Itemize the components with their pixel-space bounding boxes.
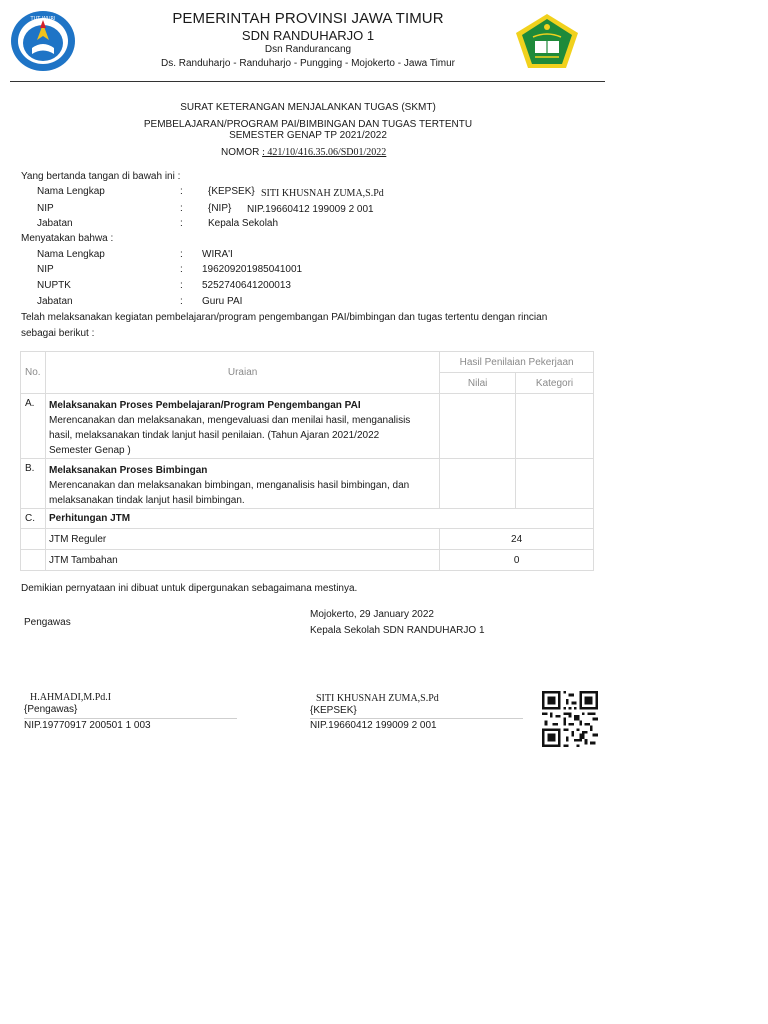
colon: : [180, 249, 183, 260]
row-title: Melaksanakan Proses Bimbingan [48, 465, 208, 476]
statement-line-1: Telah melaksanakan kegiatan pembelajaran/program pengembangan PAI/bimbingan dan tugas tertentu dengan rincian [21, 312, 548, 323]
subject-name-value: WIRA'I [202, 249, 233, 260]
row-kategori [516, 394, 594, 459]
row-title: Melaksanakan Proses Pembelajaran/Program Pengembangan PAI [48, 400, 361, 411]
signer-intro: Yang bertanda tangan di bawah ini : [21, 171, 181, 182]
row-no: B. [21, 459, 46, 509]
subject-nip-value: 196209201985041001 [202, 264, 303, 275]
jtm-tambahan-value: 0 [440, 550, 594, 571]
svg-text:TUT WURI: TUT WURI [30, 16, 56, 22]
subject-intro: Menyatakan bahwa : [21, 233, 114, 244]
row-nilai [440, 394, 516, 459]
right-signature-line [310, 718, 523, 719]
header-title: PEMERINTAH PROVINSI JAWA TIMUR [172, 10, 444, 27]
signer-name-label: Nama Lengkap [37, 186, 105, 197]
signer-jabatan-label: Jabatan [37, 218, 73, 229]
header-kategori: Kategori [516, 373, 594, 394]
row-no [21, 550, 46, 571]
subject-nuptk-label: NUPTK [37, 280, 71, 291]
letter-subtitle-1: PEMBELAJARAN/PROGRAM PAI/BIMBINGAN DAN TUGAS TERTENTU [143, 119, 473, 130]
jtm-reguler-value: 24 [440, 529, 594, 550]
row-no [21, 529, 46, 550]
colon: : [180, 264, 183, 275]
closing-statement: Demikian pernyataan ini dibuat untuk dipergunakan sebagaimana mestinya. [21, 583, 358, 594]
row-desc: Merencanakan dan melaksanakan bimbingan, menganalisis hasil bimbingan, dan [48, 480, 410, 491]
left-role: Pengawas [24, 617, 71, 628]
subject-name-label: Nama Lengkap [37, 249, 105, 260]
right-signer-nip: NIP.19660412 199009 2 001 [310, 720, 437, 731]
signer-nip-label: NIP [37, 203, 54, 214]
letter-subtitle-2: SEMESTER GENAP TP 2021/2022 [229, 130, 387, 141]
colon: : [180, 280, 183, 291]
letter-number [221, 147, 386, 158]
row-title: Perhitungan JTM [45, 509, 593, 529]
header-dusun: Dsn Randurancang [264, 44, 352, 55]
table-row [21, 394, 594, 459]
right-signer-name: SITI KHUSNAH ZUMA,S.Pd [316, 693, 439, 704]
colon: : [180, 186, 183, 197]
header-school: SDN RANDUHARJO 1 [241, 28, 375, 43]
signer-nip-tag: {NIP} [208, 203, 232, 214]
signer-name-value: SITI KHUSNAH ZUMA,S.Pd [261, 188, 384, 199]
subject-jabatan-label: Jabatan [37, 296, 73, 307]
row-nilai [440, 459, 516, 509]
subject-nip-label: NIP [37, 264, 54, 275]
table-row [21, 550, 594, 571]
place-date: Mojokerto, 29 January 2022 [310, 609, 434, 620]
letter-title: SURAT KETERANGAN MENJALANKAN TUGAS (SKMT) [180, 102, 436, 113]
row-desc: Semester Genap ) [48, 445, 131, 456]
header-nilai: Nilai [440, 373, 516, 394]
colon: : [180, 203, 183, 214]
row-desc: hasil, melaksanakan tindak lanjut hasil penilaian. (Tahun Ajaran 2021/2022 [48, 430, 380, 441]
row-no: A. [21, 394, 46, 459]
right-signer-tag: {KEPSEK} [310, 705, 357, 716]
signer-jabatan-value: Kepala Sekolah [208, 218, 279, 229]
row-desc: melaksanakan tindak lanjut hasil bimbingan. [48, 495, 245, 506]
table-row [21, 509, 594, 529]
left-signer-tag: {Pengawas} [24, 704, 78, 715]
jtm-tambahan-label: JTM Tambahan [45, 550, 439, 571]
jtm-reguler-label: JTM Reguler [45, 529, 439, 550]
header-hasil: Hasil Penilaian Pekerjaan [440, 352, 594, 373]
header-uraian: Uraian [45, 352, 439, 394]
left-signer-nip: NIP.19770917 200501 1 003 [24, 720, 151, 731]
colon: : [180, 296, 183, 307]
header-address: Ds. Randuharjo - Randuharjo - Pungging - Mojokerto - Jawa Timur [160, 58, 456, 69]
task-table [20, 351, 594, 571]
table-row [21, 459, 594, 509]
header-no: No. [21, 352, 46, 394]
left-signer-name: H.AHMADI,M.Pd.I [30, 692, 112, 703]
row-no: C. [21, 509, 46, 529]
signer-name-tag: {KEPSEK} [208, 186, 255, 197]
row-desc: Merencanakan dan melaksanakan, mengevaluasi dan menilai hasil, menganalisis [48, 415, 411, 426]
table-row [21, 529, 594, 550]
left-signature-line [24, 718, 237, 719]
subject-jabatan-value: Guru PAI [202, 296, 243, 307]
right-role: Kepala Sekolah SDN RANDUHARJO 1 [310, 625, 485, 636]
subject-nuptk-value: 5252740641200013 [202, 280, 291, 291]
colon: : [180, 218, 183, 229]
signer-nip-value: NIP.19660412 199009 2 001 [247, 204, 374, 215]
nomor-value: : 421/10/416.35.06/SD01/2022 [262, 147, 387, 158]
statement-line-2: sebagai berikut : [21, 328, 95, 339]
nomor-label: NOMOR [221, 147, 260, 158]
qr-code [542, 691, 598, 747]
header-divider [10, 81, 605, 82]
row-kategori [516, 459, 594, 509]
